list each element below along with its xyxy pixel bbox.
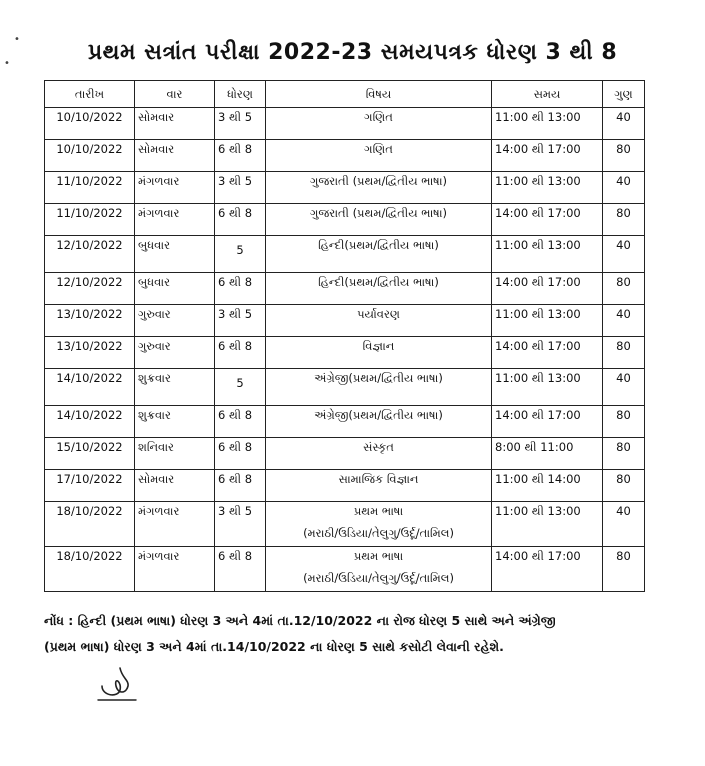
subject-text: પ્રથમ ભાષા [353,504,404,518]
cell-standard: 3 થી 5 [215,305,266,337]
table-row [45,305,645,337]
cell-marks: 80 [603,406,645,438]
cell-date: 18/10/2022 [45,547,135,592]
cell-marks: 40 [603,369,645,406]
subject-text: સામાજિક વિજ્ઞાન [338,472,419,486]
cell-marks: 40 [603,502,645,547]
table-row [45,273,645,305]
table-row [45,172,645,204]
cell-subject [266,305,492,337]
cell-subject [266,438,492,470]
table-row [45,337,645,369]
subject-text: ગુજરાતી (પ્રથમ/દ્વિતીય ભાષા) [309,174,448,188]
cell-subject [266,172,492,204]
cell-day: શુક્રવાર [135,369,215,406]
cell-marks: 40 [603,305,645,337]
cell-date: 13/10/2022 [45,337,135,369]
table-row [45,470,645,502]
cell-marks: 80 [603,337,645,369]
subject-text: પ્રથમ ભાષા [353,549,404,563]
subject-text: ગણિત [364,142,393,156]
table-row [45,547,645,592]
cell-day: મંગળવાર [135,502,215,547]
cell-standard: 6 થી 8 [215,273,266,305]
table-row [45,236,645,273]
cell-standard: 3 થી 5 [215,108,266,140]
subject-text: અંગ્રેજી(પ્રથમ/દ્વિતીય ભાષા) [314,371,443,385]
cell-subject [266,337,492,369]
cell-time: 11:00 થી 13:00 [492,305,603,337]
cell-date: 10/10/2022 [45,140,135,172]
cell-marks: 80 [603,273,645,305]
schedule-table [44,80,645,592]
scan-dot: • [14,34,20,45]
table-row [45,140,645,172]
cell-date: 18/10/2022 [45,502,135,547]
header-subject: વિષય [266,81,492,108]
cell-subject [266,470,492,502]
cell-subject [266,204,492,236]
subject-text: અંગ્રેજી(પ્રથમ/દ્વિતીય ભાષા) [314,408,443,422]
cell-marks: 80 [603,470,645,502]
page-title: પ્રથમ સત્રાંત પરીક્ષા 2022-23 સમયપત્રક ધોરણ 3 થી 8 [87,40,618,65]
cell-time: 14:00 થી 17:00 [492,204,603,236]
cell-time: 14:00 થી 17:00 [492,337,603,369]
cell-marks: 40 [603,108,645,140]
cell-standard: 6 થી 8 [215,406,266,438]
cell-subject [266,108,492,140]
cell-date: 14/10/2022 [45,369,135,406]
table-row [45,108,645,140]
cell-time: 14:00 થી 17:00 [492,140,603,172]
cell-time: 14:00 થી 17:00 [492,273,603,305]
cell-subject [266,547,492,592]
subject-text: ગણિત [364,110,393,124]
cell-standard: 5 [215,369,266,406]
cell-standard: 6 થી 8 [215,547,266,592]
cell-day: સોમવાર [135,470,215,502]
cell-marks: 80 [603,438,645,470]
cell-subject [266,273,492,305]
signature [96,664,144,708]
subject-text: ગુજરાતી (પ્રથમ/દ્વિતીય ભાષા) [309,206,448,220]
header-date: તારીખ [45,81,135,108]
cell-day: મંગળવાર [135,204,215,236]
cell-time: 11:00 થી 13:00 [492,236,603,273]
header-time: સમય [492,81,603,108]
cell-day: શુક્રવાર [135,406,215,438]
note-line-1: નોંધ : હિન્દી (પ્રથમ ભાષા) ધોરણ 3 અને 4માં તા.12/10/2022 ના રોજ ધોરણ 5 સાથે અને અંગ્રેજી [44,613,556,628]
cell-date: 11/10/2022 [45,204,135,236]
table-row [45,369,645,406]
signature-scribble [96,664,144,704]
cell-subject [266,406,492,438]
cell-marks: 80 [603,140,645,172]
cell-day: ગુરુવાર [135,337,215,369]
cell-day: ગુરુવાર [135,305,215,337]
cell-day: બુધવાર [135,236,215,273]
table-row [45,406,645,438]
subject-text-line2: (મરાઠી/ઉડિયા/તેલુગુ/ઉર્દૂ/તામિલ) [303,526,454,540]
cell-time: 11:00 થી 13:00 [492,108,603,140]
cell-standard: 5 [215,236,266,273]
subject-text-line2: (મરાઠી/ઉડિયા/તેલુગુ/ઉર્દૂ/તામિલ) [303,571,454,585]
cell-date: 13/10/2022 [45,305,135,337]
cell-standard: 3 થી 5 [215,172,266,204]
cell-standard: 3 થી 5 [215,502,266,547]
subject-text: હિન્દી(પ્રથમ/દ્વિતીય ભાષા) [318,238,439,252]
cell-day: શનિવાર [135,438,215,470]
table-row [45,502,645,547]
cell-time: 11:00 થી 13:00 [492,369,603,406]
cell-day: મંગળવાર [135,172,215,204]
cell-time: 11:00 થી 14:00 [492,470,603,502]
cell-time: 11:00 થી 13:00 [492,172,603,204]
cell-standard: 6 થી 8 [215,337,266,369]
cell-date: 12/10/2022 [45,273,135,305]
cell-marks: 80 [603,204,645,236]
cell-subject [266,502,492,547]
cell-standard: 6 થી 8 [215,204,266,236]
cell-subject [266,140,492,172]
subject-text: પર્યાવરણ [357,307,400,321]
cell-marks: 40 [603,172,645,204]
cell-standard: 6 થી 8 [215,470,266,502]
cell-time: 8:00 થી 11:00 [492,438,603,470]
cell-standard: 6 થી 8 [215,140,266,172]
cell-marks: 80 [603,547,645,592]
subject-text: હિન્દી(પ્રથમ/દ્વિતીય ભાષા) [318,275,439,289]
cell-time: 14:00 થી 17:00 [492,406,603,438]
table-row [45,438,645,470]
cell-time: 14:00 થી 17:00 [492,547,603,592]
cell-date: 15/10/2022 [45,438,135,470]
cell-date: 12/10/2022 [45,236,135,273]
header-standard: ધોરણ [215,81,266,108]
header-day: વાર [135,81,215,108]
cell-standard: 6 થી 8 [215,438,266,470]
cell-subject [266,236,492,273]
cell-date: 17/10/2022 [45,470,135,502]
cell-day: બુધવાર [135,273,215,305]
header-marks: ગુણ [603,81,645,108]
note-line-2: (પ્રથમ ભાષા) ધોરણ 3 અને 4માં તા.14/10/2022 ના ધોરણ 5 સાથે કસોટી લેવાની રહેશે. [44,639,504,654]
subject-text: વિજ્ઞાન [362,339,395,353]
note-paragraph [44,608,674,660]
cell-subject [266,369,492,406]
table-header-row [45,81,645,108]
table-row [45,204,645,236]
cell-day: સોમવાર [135,108,215,140]
scan-dot: • [4,58,10,69]
cell-day: મંગળવાર [135,547,215,592]
cell-date: 10/10/2022 [45,108,135,140]
cell-marks: 40 [603,236,645,273]
cell-time: 11:00 થી 13:00 [492,502,603,547]
cell-day: સોમવાર [135,140,215,172]
cell-date: 11/10/2022 [45,172,135,204]
subject-text: સંસ્કૃત [363,440,394,454]
cell-date: 14/10/2022 [45,406,135,438]
